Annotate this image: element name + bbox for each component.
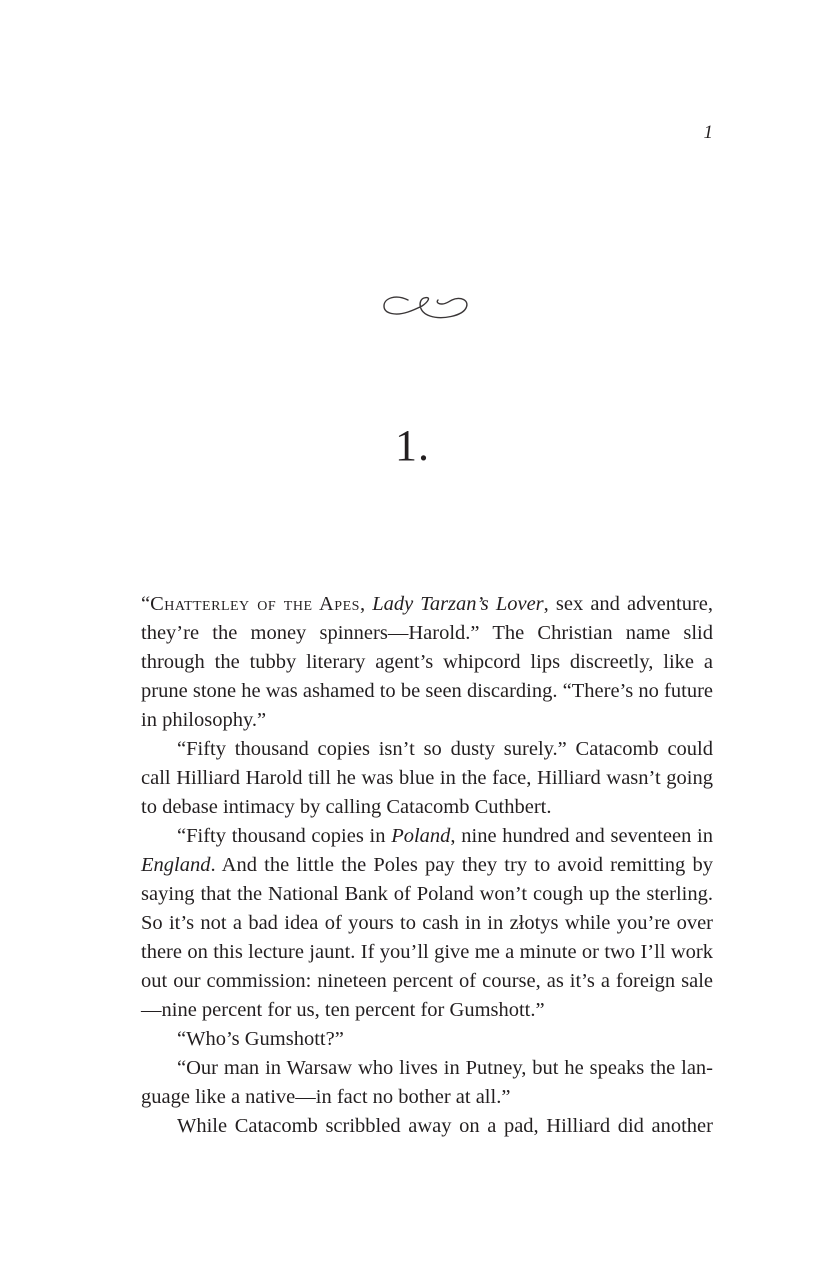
text-fragment: , (359, 593, 373, 615)
text-fragment: . And the little the Poles pay they try to avoid remitting by saying that the National Bank of Poland won’t cough up the sterling. So it’s not a bad idea of yours to cash in in złotys while you’re over there on this lecture jaunt. If you’ll give me a minute or two I’ll work out our commission: nineteen percent of course, as it’s a foreign sale—nine percent for us, ten percent for Gumshott.” (141, 854, 713, 1021)
paragraph-2: “Fifty thousand copies isn’t so dusty surely.” Catacomb could call Hilliard Harold till he was blue in the face, Hilliard wasn’t going to debase intimacy by calling Catacomb Cuthbert. (141, 738, 713, 818)
paragraph-4: “Who’s Gumshott?” (177, 1028, 344, 1050)
text-fragment: “Fifty thousand copies in (177, 825, 392, 847)
paragraph-6: While Catacomb scribbled away on a pad, Hilliard did another (177, 1115, 713, 1137)
flourish-ornament-icon (378, 290, 474, 326)
body-text (141, 590, 713, 1141)
paragraph-3 (141, 822, 713, 1025)
book-title-italic: Lady Tarzan’s Lover (372, 593, 544, 615)
text-fragment: , sex and adventure, they’re the money spinners—Harold.” The Christian name slid through the tubby literary agent’s whipcord lips discreetly, like a prune stone he was ashamed to be seen discarding. “There’s no future in philosophy.” (141, 593, 713, 731)
chapter-number: 1. (395, 421, 430, 470)
italic-poland: Poland (391, 825, 451, 847)
book-title-smallcaps: Chatterley of the Apes (150, 593, 360, 615)
italic-england: England (141, 854, 211, 876)
page-number: 1 (703, 122, 713, 143)
text-fragment: , nine hundred and seventeen in (450, 825, 713, 847)
open-quote: “ (141, 593, 151, 615)
paragraph-5: “Our man in Warsaw who lives in Putney, but he speaks the language like a native—in fact no bother at all.” (141, 1057, 713, 1108)
paragraph-1 (141, 590, 713, 735)
